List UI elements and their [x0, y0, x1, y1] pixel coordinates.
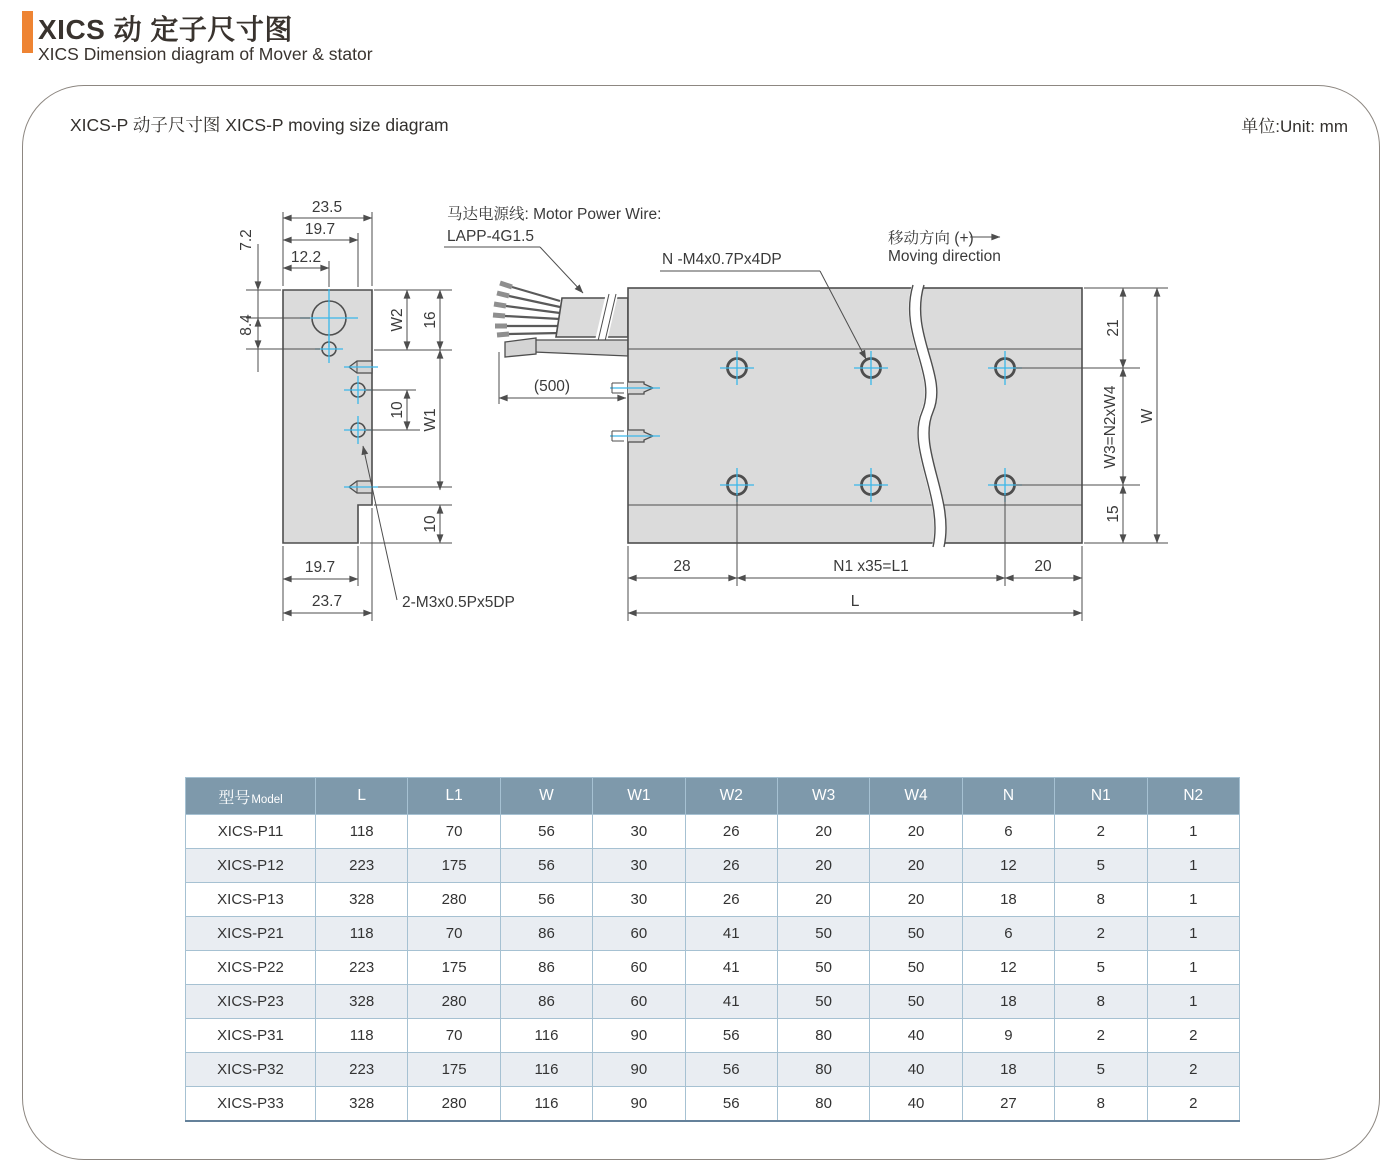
- value-cell: 40: [870, 1019, 962, 1053]
- value-cell: 20: [870, 849, 962, 883]
- value-cell: 116: [500, 1053, 592, 1087]
- dim-w1: W1: [422, 408, 439, 432]
- value-cell: 5: [1055, 849, 1147, 883]
- dim-l: L: [850, 593, 860, 610]
- column-header: W4: [870, 778, 962, 815]
- value-cell: 20: [870, 883, 962, 917]
- value-cell: 20: [870, 815, 962, 849]
- value-cell: 8: [1055, 985, 1147, 1019]
- dim-10-mid: 10: [389, 401, 406, 419]
- value-cell: 90: [593, 1053, 685, 1087]
- value-cell: 118: [316, 815, 408, 849]
- value-cell: 56: [500, 883, 592, 917]
- dim-19-7-top: 19.7: [304, 221, 336, 238]
- value-cell: 280: [408, 985, 500, 1019]
- dim-15: 15: [1105, 505, 1122, 523]
- dim-21: 21: [1105, 319, 1122, 337]
- value-cell: 56: [500, 849, 592, 883]
- value-cell: 6: [962, 815, 1054, 849]
- value-cell: 223: [316, 849, 408, 883]
- value-cell: 280: [408, 1087, 500, 1122]
- motor-wire-label-zh: 马达电源线: Motor Power Wire:: [447, 206, 662, 223]
- dim-20: 20: [1034, 558, 1052, 575]
- dim-w3: W3=N2xW4: [1102, 385, 1119, 469]
- value-cell: 175: [408, 951, 500, 985]
- value-cell: 175: [408, 849, 500, 883]
- value-cell: 118: [316, 917, 408, 951]
- value-cell: 116: [500, 1087, 592, 1122]
- value-cell: 90: [593, 1087, 685, 1122]
- column-header: L: [316, 778, 408, 815]
- value-cell: 328: [316, 985, 408, 1019]
- value-cell: 1: [1147, 815, 1239, 849]
- value-cell: 26: [685, 883, 777, 917]
- value-cell: 27: [962, 1087, 1054, 1122]
- value-cell: 223: [316, 1053, 408, 1087]
- value-cell: 60: [593, 951, 685, 985]
- value-cell: 1: [1147, 985, 1239, 1019]
- value-cell: 20: [777, 815, 869, 849]
- unit-label: 单位:Unit: mm: [1241, 117, 1348, 136]
- dim-500: (500): [533, 378, 571, 395]
- value-cell: 20: [777, 883, 869, 917]
- value-cell: 18: [962, 883, 1054, 917]
- column-header: W3: [777, 778, 869, 815]
- model-cell: XICS-P32: [186, 1053, 316, 1087]
- dim-8-4: 8.4: [238, 314, 255, 336]
- value-cell: 1: [1147, 951, 1239, 985]
- value-cell: 30: [593, 883, 685, 917]
- value-cell: 1: [1147, 917, 1239, 951]
- value-cell: 12: [962, 951, 1054, 985]
- value-cell: 56: [685, 1053, 777, 1087]
- model-cell: XICS-P21: [186, 917, 316, 951]
- value-cell: 41: [685, 985, 777, 1019]
- value-cell: 50: [777, 985, 869, 1019]
- value-cell: 50: [870, 985, 962, 1019]
- value-cell: 175: [408, 1053, 500, 1087]
- table-row: [186, 815, 1240, 849]
- value-cell: 86: [500, 917, 592, 951]
- value-cell: 5: [1055, 1053, 1147, 1087]
- value-cell: 30: [593, 849, 685, 883]
- value-cell: 41: [685, 951, 777, 985]
- value-cell: 2: [1147, 1019, 1239, 1053]
- model-cell: XICS-P33: [186, 1087, 316, 1122]
- value-cell: 70: [408, 815, 500, 849]
- column-header: W2: [685, 778, 777, 815]
- value-cell: 80: [777, 1019, 869, 1053]
- table-row: [186, 1019, 1240, 1053]
- value-cell: 12: [962, 849, 1054, 883]
- dim-23-5: 23.5: [311, 199, 343, 216]
- value-cell: 70: [408, 917, 500, 951]
- value-cell: 41: [685, 917, 777, 951]
- table-row: [186, 849, 1240, 883]
- table-row: [186, 883, 1240, 917]
- value-cell: 20: [777, 849, 869, 883]
- table-row: [186, 1053, 1240, 1087]
- table-head-row: [186, 778, 1240, 815]
- value-cell: 26: [685, 849, 777, 883]
- side-view-dimensions: [238, 199, 515, 621]
- value-cell: 18: [962, 1053, 1054, 1087]
- value-cell: 9: [962, 1019, 1054, 1053]
- table-row: [186, 985, 1240, 1019]
- dim-16: 16: [422, 311, 439, 329]
- dim-10-bottom: 10: [422, 515, 439, 533]
- value-cell: 56: [685, 1087, 777, 1122]
- moving-direction-en: Moving direction: [888, 248, 1001, 265]
- value-cell: 116: [500, 1019, 592, 1053]
- top-view: [610, 229, 1082, 547]
- value-cell: 70: [408, 1019, 500, 1053]
- value-cell: 5: [1055, 951, 1147, 985]
- table-body: [186, 815, 1240, 1122]
- column-header: N: [962, 778, 1054, 815]
- value-cell: 40: [870, 1053, 962, 1087]
- value-cell: 2: [1147, 1087, 1239, 1122]
- value-cell: 80: [777, 1087, 869, 1122]
- side-view: [283, 289, 378, 543]
- column-header: 型号Model: [186, 778, 316, 815]
- value-cell: 60: [593, 985, 685, 1019]
- dim-28: 28: [673, 558, 691, 575]
- value-cell: 30: [593, 815, 685, 849]
- column-header: W: [500, 778, 592, 815]
- value-cell: 50: [870, 951, 962, 985]
- size-table: [185, 777, 1240, 1122]
- value-cell: 118: [316, 1019, 408, 1053]
- value-cell: 50: [870, 917, 962, 951]
- model-cell: XICS-P22: [186, 951, 316, 985]
- model-cell: XICS-P12: [186, 849, 316, 883]
- value-cell: 80: [777, 1053, 869, 1087]
- model-cell: XICS-P23: [186, 985, 316, 1019]
- model-cell: XICS-P13: [186, 883, 316, 917]
- table-row: [186, 1087, 1240, 1122]
- table-row: [186, 917, 1240, 951]
- value-cell: 1: [1147, 883, 1239, 917]
- page-subtitle: XICS Dimension diagram of Mover & stator: [38, 44, 373, 64]
- value-cell: 56: [500, 815, 592, 849]
- dim-w: W: [1139, 408, 1156, 424]
- value-cell: 8: [1055, 883, 1147, 917]
- dim-23-7: 23.7: [311, 593, 343, 610]
- dim-19-7-bottom: 19.7: [304, 559, 336, 576]
- panel-title: XICS-P 动子尺寸图 XICS-P moving size diagram: [70, 115, 449, 135]
- table-row: [186, 951, 1240, 985]
- value-cell: 2: [1055, 917, 1147, 951]
- page-title: XICS 动 定子尺寸图: [38, 14, 293, 45]
- value-cell: 2: [1055, 1019, 1147, 1053]
- value-cell: 86: [500, 951, 592, 985]
- dim-12-2: 12.2: [290, 249, 322, 266]
- column-header: N1: [1055, 778, 1147, 815]
- dim-n1: N1 x35=L1: [833, 558, 909, 575]
- value-cell: 328: [316, 1087, 408, 1122]
- motor-wire-model: LAPP-4G1.5: [447, 228, 535, 245]
- column-header: N2: [1147, 778, 1239, 815]
- value-cell: 2: [1055, 815, 1147, 849]
- model-cell: XICS-P31: [186, 1019, 316, 1053]
- value-cell: 56: [685, 1019, 777, 1053]
- dim-w2: W2: [389, 308, 406, 332]
- column-header: W1: [593, 778, 685, 815]
- value-cell: 50: [777, 917, 869, 951]
- value-cell: 50: [777, 951, 869, 985]
- value-cell: 1: [1147, 849, 1239, 883]
- dim-7-2: 7.2: [238, 229, 255, 251]
- value-cell: 60: [593, 917, 685, 951]
- value-cell: 90: [593, 1019, 685, 1053]
- moving-direction-zh: 移动方向 (+): [888, 230, 974, 247]
- value-cell: 6: [962, 917, 1054, 951]
- value-cell: 223: [316, 951, 408, 985]
- value-cell: 2: [1147, 1053, 1239, 1087]
- value-cell: 86: [500, 985, 592, 1019]
- thread-spec-top: N -M4x0.7Px4DP: [662, 251, 782, 268]
- value-cell: 280: [408, 883, 500, 917]
- value-cell: 8: [1055, 1087, 1147, 1122]
- column-header: L1: [408, 778, 500, 815]
- value-cell: 26: [685, 815, 777, 849]
- value-cell: 40: [870, 1087, 962, 1122]
- model-cell: XICS-P11: [186, 815, 316, 849]
- thread-spec-side: 2-M3x0.5Px5DP: [402, 594, 515, 611]
- value-cell: 18: [962, 985, 1054, 1019]
- value-cell: 328: [316, 883, 408, 917]
